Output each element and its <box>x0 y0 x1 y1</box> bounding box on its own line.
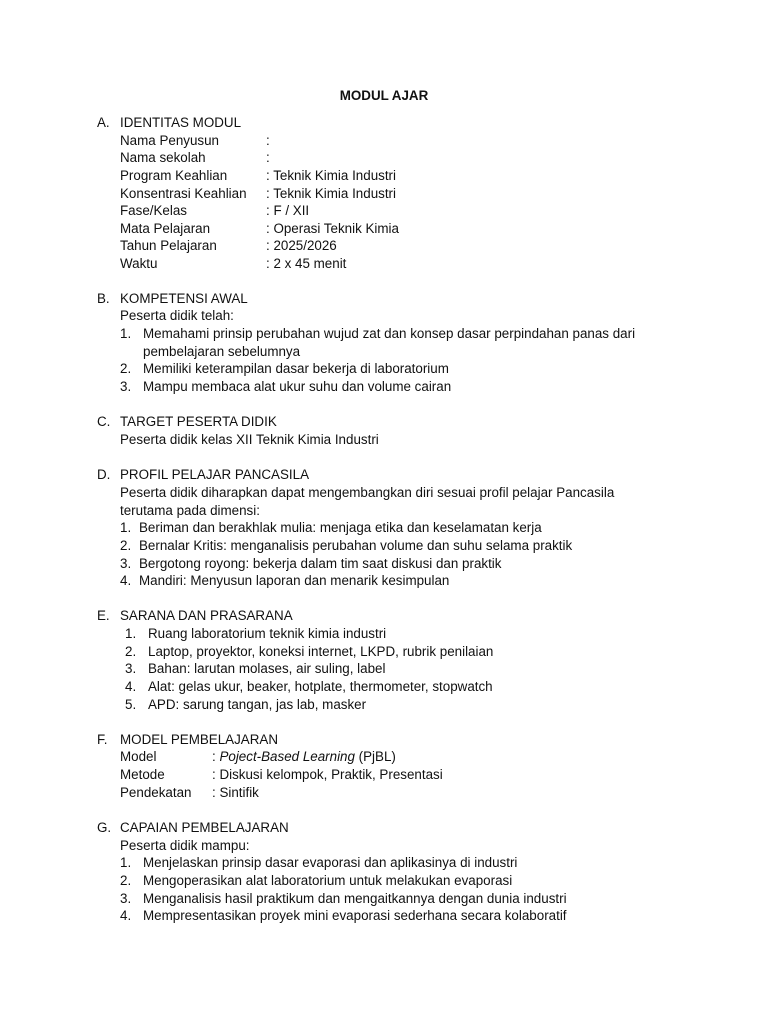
list-item: Alat: gelas ukur, beaker, hotplate, thermometer, stopwatch <box>148 679 493 694</box>
section-d-heading: PROFIL PELAJAR PANCASILA <box>120 467 310 482</box>
model-label: Model <box>120 749 157 764</box>
list-item: Bergotong royong: bekerja dalam tim saat diskusi dan praktik <box>139 556 502 571</box>
section-e-letter: E. <box>97 608 110 623</box>
identity-value: : Teknik Kimia Industri <box>266 168 396 183</box>
pendekatan-label: Pendekatan <box>120 785 192 800</box>
section-c-heading: TARGET PESERTA DIDIK <box>120 414 277 429</box>
section-g-intro: Peserta didik mampu: <box>120 838 250 853</box>
list-item: Mandiri: Menyusun laporan dan menarik kesimpulan <box>139 573 450 588</box>
list-number: 2. <box>120 538 132 553</box>
model-value <box>212 749 396 764</box>
list-item: Mengoperasikan alat laboratorium untuk melakukan evaporasi <box>143 873 513 888</box>
section-b-heading: KOMPETENSI AWAL <box>120 291 248 306</box>
list-number: 4. <box>120 908 132 923</box>
identity-value: : 2 x 45 menit <box>266 256 347 271</box>
list-item: Menganalisis hasil praktikum dan mengaitkannya dengan dunia industri <box>143 891 567 906</box>
section-c-text: Peserta didik kelas XII Teknik Kimia Industri <box>120 432 379 447</box>
section-b-letter: B. <box>97 291 110 306</box>
list-number: 2. <box>120 361 132 376</box>
list-item: Memahami prinsip perubahan wujud zat dan konsep dasar perpindahan panas dari <box>143 326 636 341</box>
section-d-letter: D. <box>97 467 111 482</box>
list-item: Bernalar Kritis: menganalisis perubahan volume dan suhu selama praktik <box>139 538 573 553</box>
list-item: Memiliki keterampilan dasar bekerja di laboratorium <box>143 361 449 376</box>
metode-value: : Diskusi kelompok, Praktik, Presentasi <box>212 767 443 782</box>
list-number: 1. <box>120 520 132 535</box>
identity-value: : Teknik Kimia Industri <box>266 186 396 201</box>
metode-label: Metode <box>120 767 165 782</box>
section-e-heading: SARANA DAN PRASARANA <box>120 608 293 623</box>
list-number: 1. <box>120 855 132 870</box>
list-number: 1. <box>120 326 132 341</box>
list-item-continuation: pembelajaran sebelumnya <box>143 344 301 359</box>
list-item: Menjelaskan prinsip dasar evaporasi dan aplikasinya di industri <box>143 855 518 870</box>
section-a-heading: IDENTITAS MODUL <box>120 115 242 130</box>
list-number: 2. <box>125 644 137 659</box>
list-item: Mampu membaca alat ukur suhu dan volume cairan <box>143 379 452 394</box>
identity-label: Tahun Pelajaran <box>120 238 217 253</box>
list-item: Beriman dan berakhlak mulia: menjaga etika dan keselamatan kerja <box>139 520 542 535</box>
list-item: Mempresentasikan proyek mini evaporasi sederhana secara kolaboratif <box>143 908 567 923</box>
list-number: 5. <box>125 697 137 712</box>
section-g-heading: CAPAIAN PEMBELAJARAN <box>120 820 289 835</box>
section-f-heading: MODEL PEMBELAJARAN <box>120 732 278 747</box>
list-item: APD: sarung tangan, jas lab, masker <box>148 697 367 712</box>
identity-label: Program Keahlian <box>120 168 228 183</box>
list-item: Bahan: larutan molases, air suling, label <box>148 661 386 676</box>
section-g-letter: G. <box>97 820 112 835</box>
identity-label: Fase/Kelas <box>120 203 187 218</box>
section-b-intro: Peserta didik telah: <box>120 308 234 323</box>
section-a-letter: A. <box>97 115 110 130</box>
identity-value: : <box>266 133 270 148</box>
list-number: 3. <box>120 891 132 906</box>
identity-value: : 2025/2026 <box>266 238 337 253</box>
list-number: 3. <box>125 661 137 676</box>
model-name: Poject-Based Learning <box>219 749 355 764</box>
list-item: Laptop, proyektor, koneksi internet, LKPD, rubrik penilaian <box>148 644 494 659</box>
identity-value: : <box>266 150 270 165</box>
list-number: 2. <box>120 873 132 888</box>
pendekatan-value: : Sintifik <box>212 785 259 800</box>
section-f-letter: F. <box>97 732 108 747</box>
identity-value: : Operasi Teknik Kimia <box>266 221 399 236</box>
identity-label: Mata Pelajaran <box>120 221 211 236</box>
list-number: 4. <box>120 573 132 588</box>
document-title: MODUL AJAR <box>339 88 429 103</box>
section-d-intro: terutama pada dimensi: <box>120 503 260 518</box>
section-d-intro: Peserta didik diharapkan dapat mengembangkan diri sesuai profil pelajar Pancasila <box>120 485 615 500</box>
list-number: 4. <box>125 679 137 694</box>
list-number: 3. <box>120 556 132 571</box>
section-c-letter: C. <box>97 414 111 429</box>
identity-label: Waktu <box>120 256 158 271</box>
model-colon: : <box>212 749 220 764</box>
identity-label: Nama sekolah <box>120 150 206 165</box>
identity-value: : F / XII <box>266 203 310 218</box>
list-number: 3. <box>120 379 132 394</box>
identity-label: Nama Penyusun <box>120 133 219 148</box>
identity-label: Konsentrasi Keahlian <box>120 186 247 201</box>
model-abbr: (PjBL) <box>354 749 396 764</box>
list-item: Ruang laboratorium teknik kimia industri <box>148 626 387 641</box>
list-number: 1. <box>125 626 137 641</box>
